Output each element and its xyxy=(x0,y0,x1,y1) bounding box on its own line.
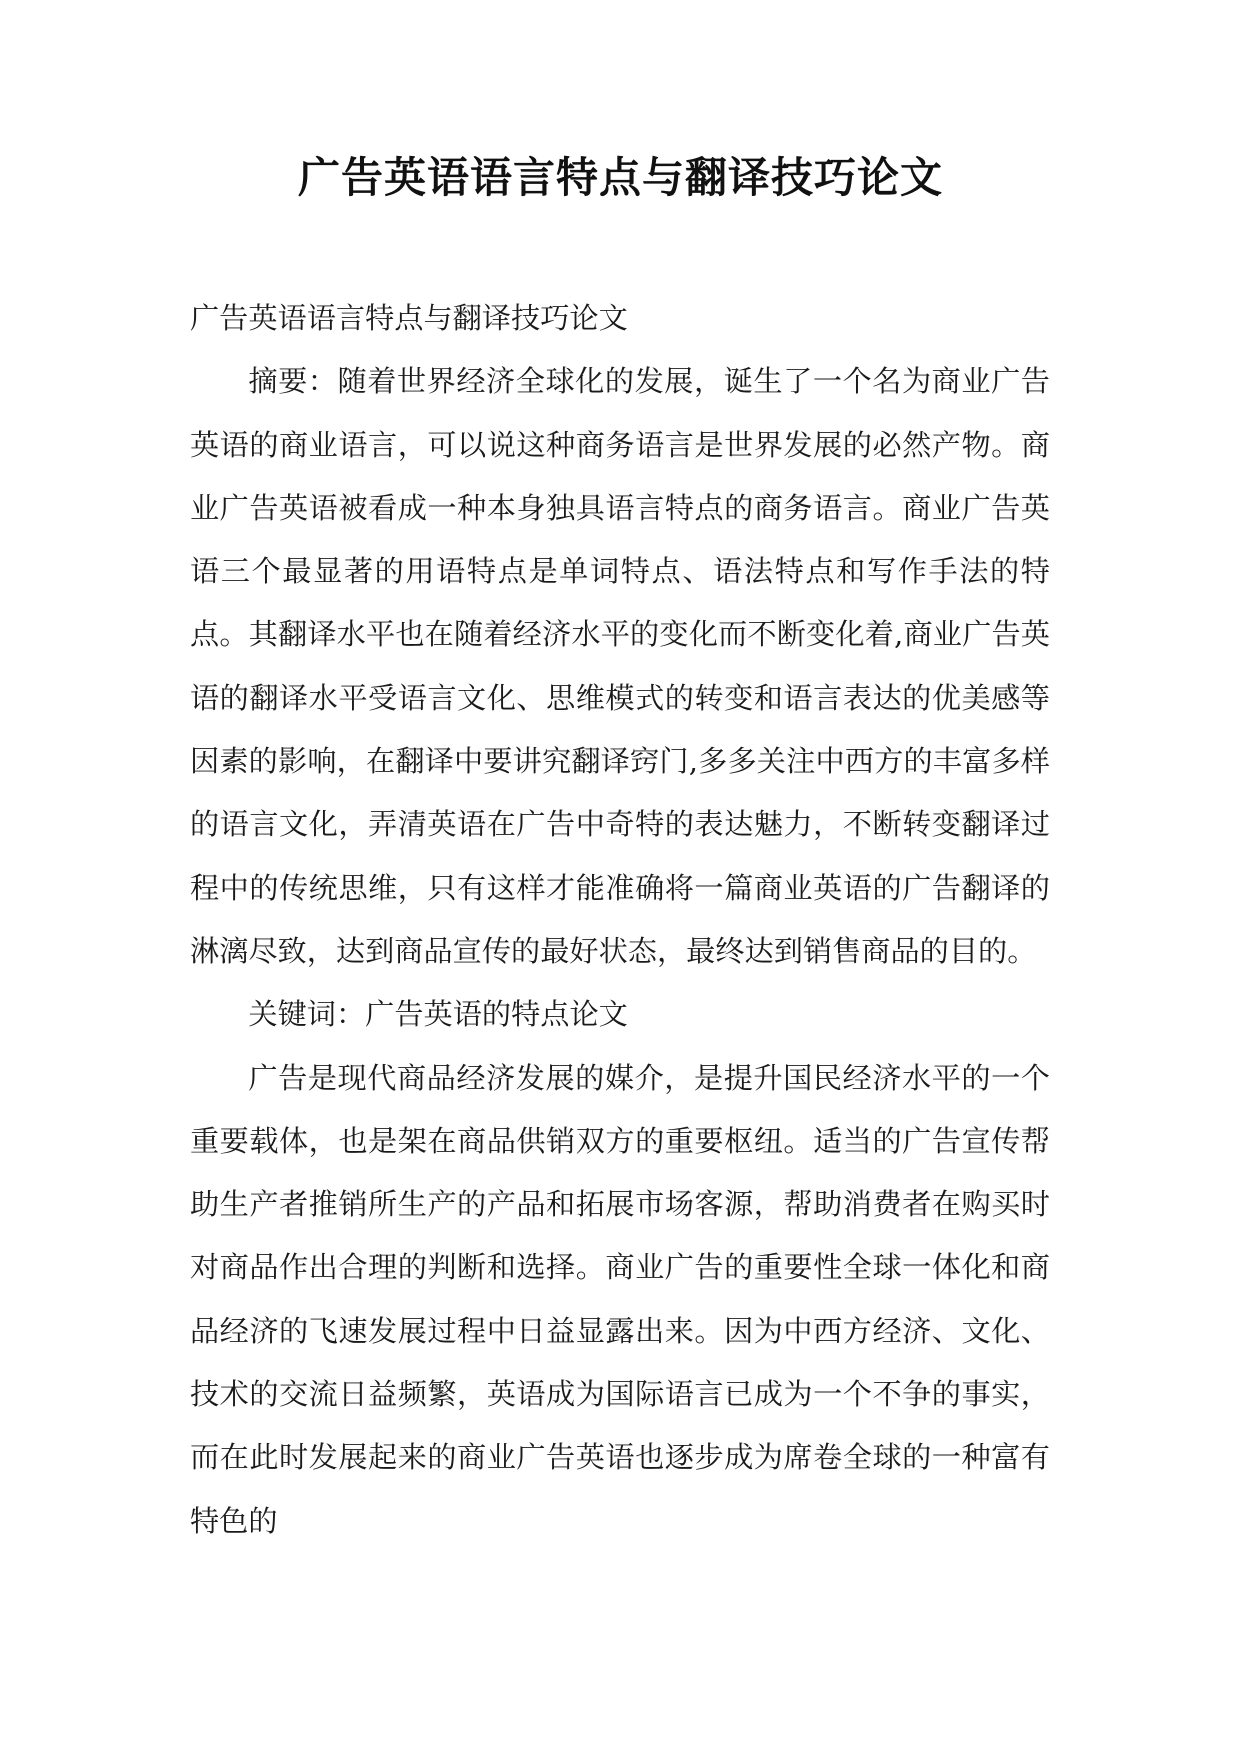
document-subtitle: 广告英语语言特点与翻译技巧论文 xyxy=(190,301,628,335)
body-paragraph: 广告是现代商品经济发展的媒介，是提升国民经济水平的一个重要载体，也是架在商品供销双方的重要枢纽。适当的广告宣传帮助生产者推销所生产的产品和拓展市场客源，帮助消费者在购买时对商品作出合理的判断和选择。商业广告的重要性全球一体化和商品经济的飞速发展过程中日益显露出来。因为中西方经济、文化、技术的交流日益频繁，英语成为国际语言已成为一个不争的事实，而在此时发展起来的商业广告英语也逐步成为席卷全球的一种富有特色的 xyxy=(190,1060,1050,1538)
document-body xyxy=(190,287,1050,1553)
keywords-paragraph: 关键词：广告英语的特点论文 xyxy=(248,997,628,1032)
abstract-paragraph: 摘要：随着世界经济全球化的发展，诞生了一个名为商业广告英语的商业语言，可以说这种商务语言是世界发展的必然产物。商业广告英语被看成一种本身独具语言特点的商务语言。商业广告英语三个最显著的用语特点是单词特点、语法特点和写作手法的特点。其翻译水平也在随着经济水平的变化而不断变化着,商业广告英语的翻译水平受语言文化、思维模式的转变和语言表达的优美感等因素的影响，在翻译中要讲究翻译窍门,多多关注中西方的丰富多样的语言文化，弄清英语在广告中奇特的表达魅力，不断转变翻译过程中的传统思维，只有这样才能准确将一篇商业英语的广告翻译的淋漓尽致，达到商品宣传的最好状态，最终达到销售商品的目的。 xyxy=(190,364,1050,968)
document-title: 广告英语语言特点与翻译技巧论文 xyxy=(297,153,943,202)
